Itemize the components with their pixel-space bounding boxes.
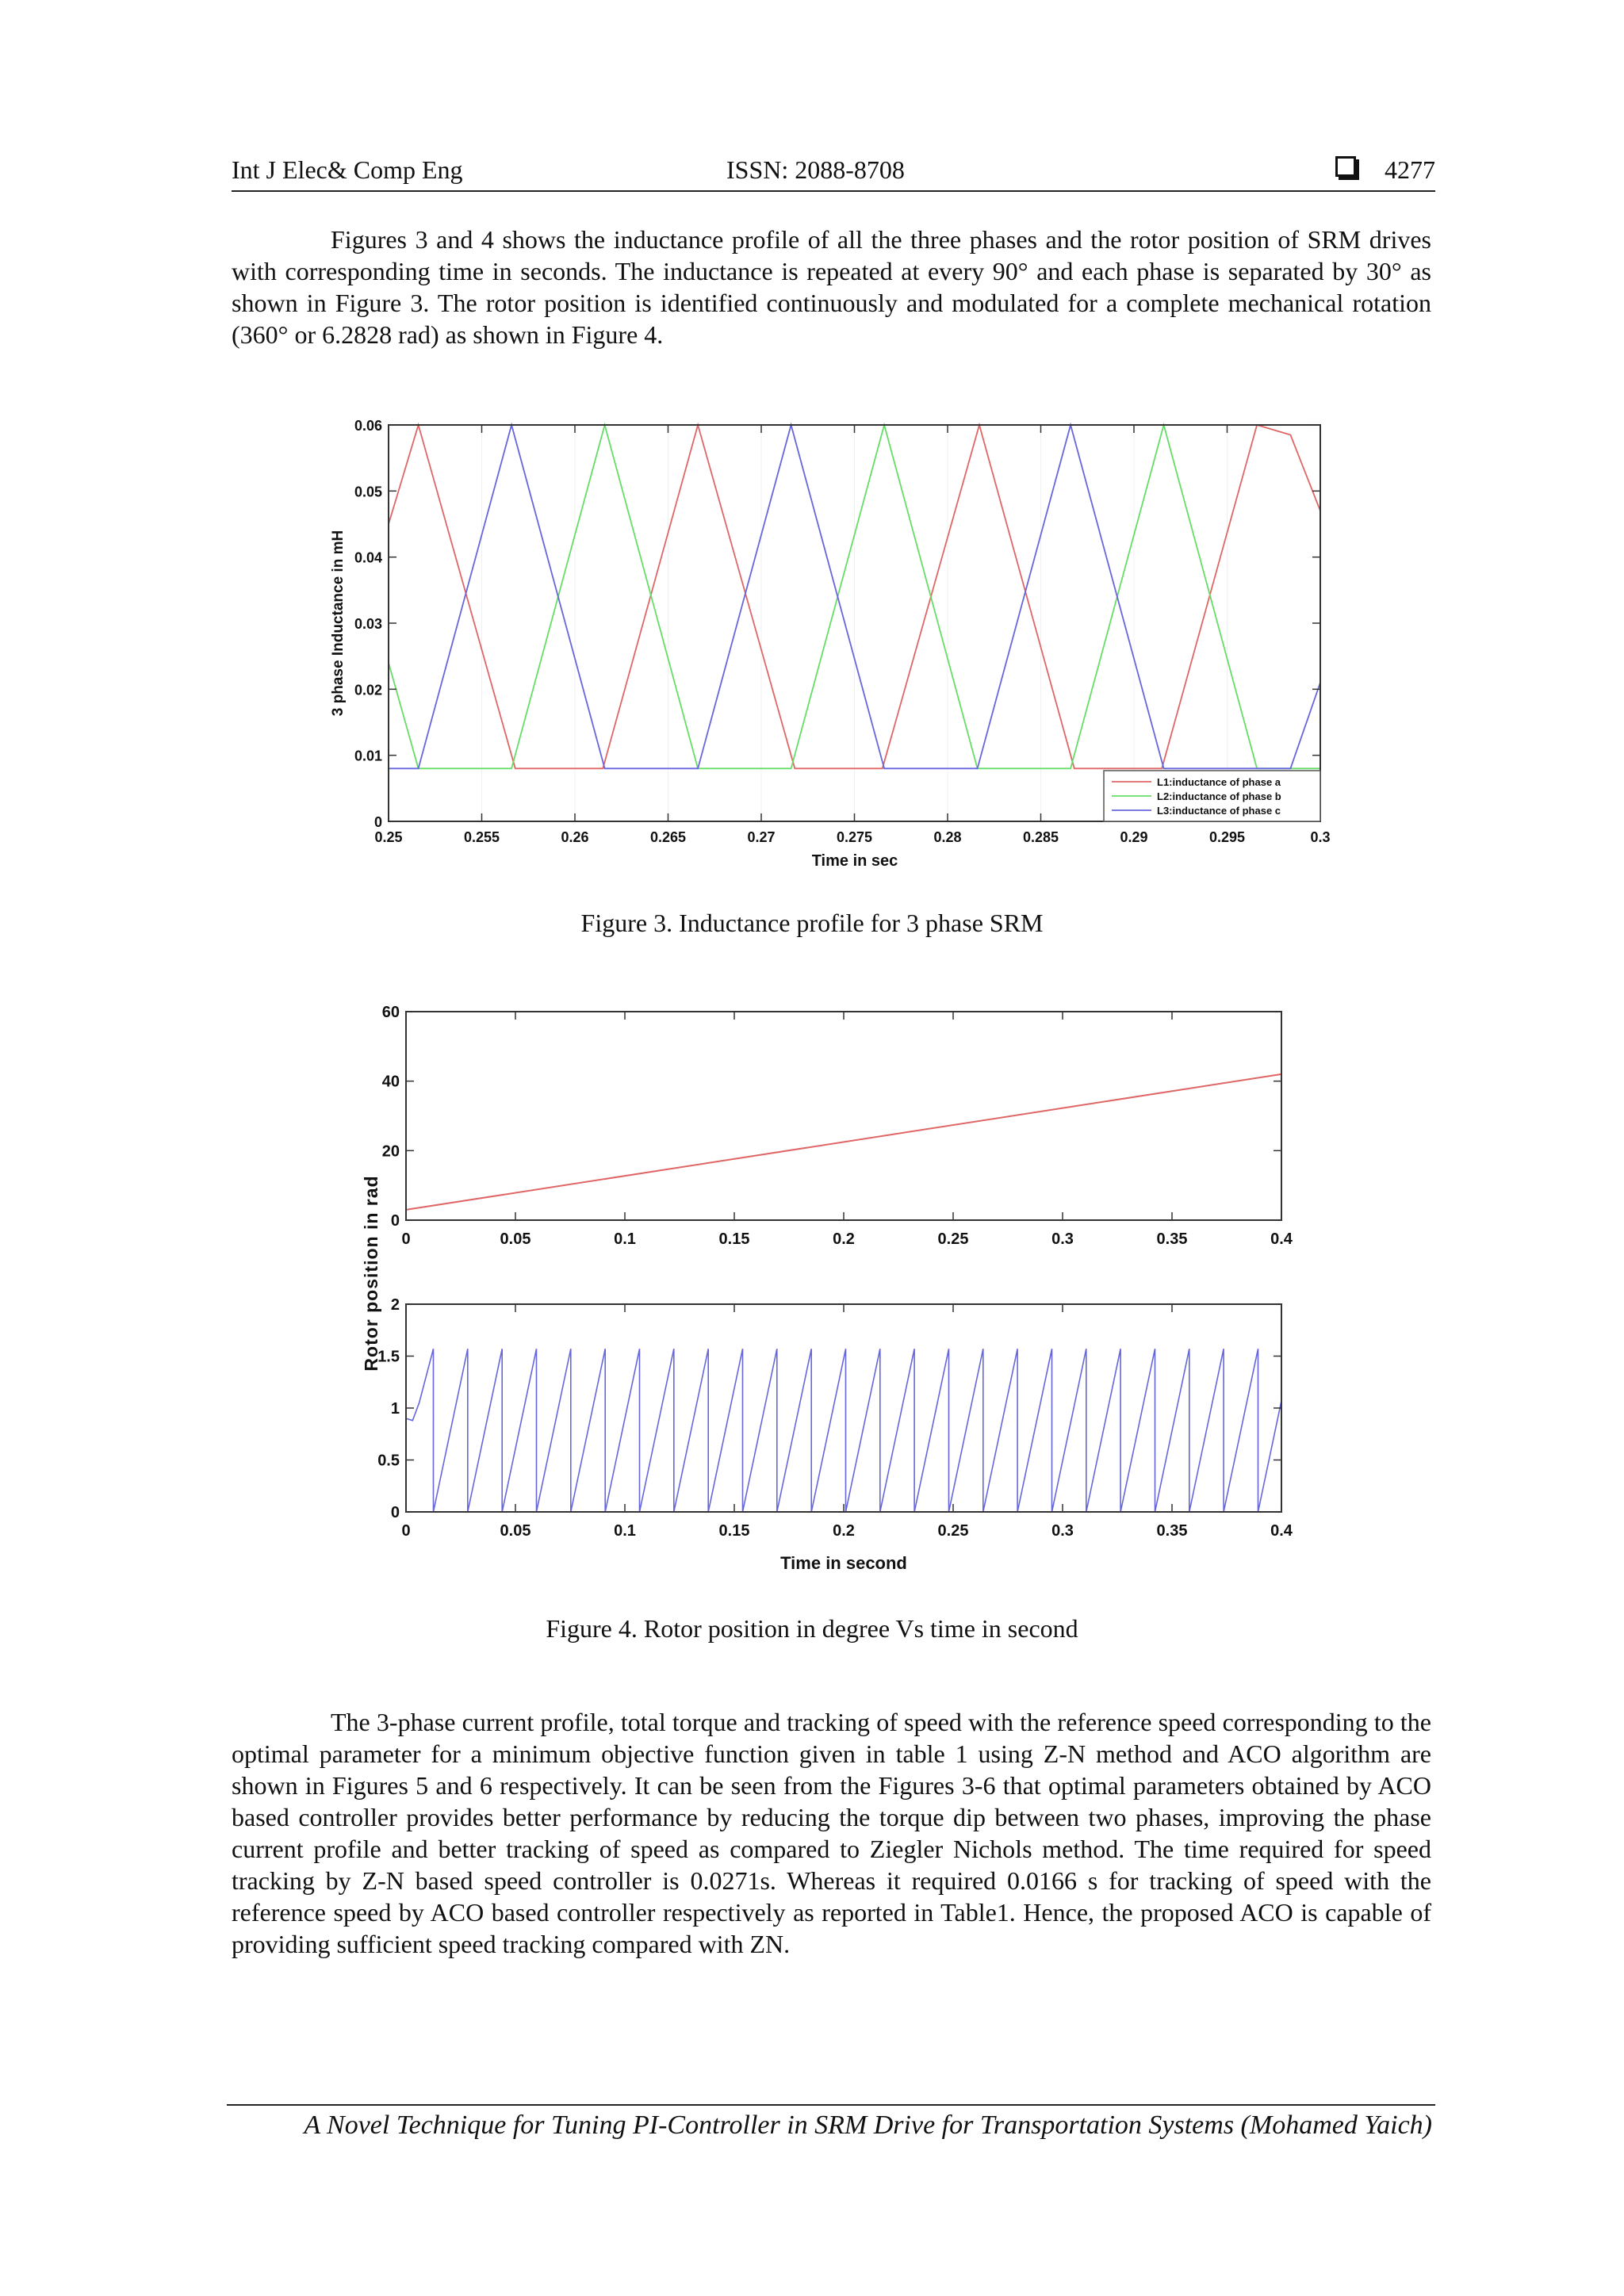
legend-label-3: L3:inductance of phase c — [1157, 805, 1281, 817]
x-tick-label: 0.25 — [937, 1230, 969, 1248]
y-tick-label: 1 — [390, 1400, 400, 1418]
y-tick-label: 60 — [381, 1004, 400, 1021]
legend-label-2: L2:inductance of phase b — [1157, 790, 1281, 802]
x-tick-label: 0.275 — [836, 829, 873, 845]
x-tick-label: 0.29 — [1120, 829, 1148, 845]
y-tick-label: 0.02 — [354, 682, 382, 698]
x-tick-label: 0.255 — [463, 829, 500, 845]
figure-4-x-label: Time in second — [780, 1553, 907, 1573]
y-tick-label: 0.05 — [354, 484, 382, 500]
paragraph-2: The 3-phase current profile, total torque and tracking of speed with the reference speed corresponding to the optimal parameter for a minimum objective function given in table 1 using Z-N method and ACO algorithm are shown in Figures 5 and 6 respectively. It can be seen from the Figures 3-6 that optimal parameters obtained by ACO based controller provides better performance by reducing the torque dip between two phases, improving the phase current profile and better tracking of speed as compared to Ziegler Nichols method. The time required for speed tracking by Z-N based speed controller is 0.0271s. Whereas it required 0.0166 s for tracking of speed with the reference speed by ACO based controller respectively as reported in Table1. Hence, the proposed ACO is capable of providing sufficient speed tracking compared with ZN. — [232, 1708, 1431, 1958]
figure-4-bottom-series — [406, 1349, 1281, 1512]
page-number: 4277 — [1385, 155, 1435, 184]
x-tick-label: 0 — [401, 1230, 411, 1248]
x-tick-label: 0.05 — [500, 1522, 531, 1540]
x-tick-label: 0.265 — [649, 829, 687, 845]
x-tick-label: 0.25 — [937, 1522, 969, 1540]
figure-4-bottom-axes-box — [406, 1304, 1281, 1512]
x-tick-label: 0.05 — [500, 1230, 531, 1248]
y-tick-label: 0.01 — [354, 748, 382, 764]
y-tick-label: 0 — [373, 814, 382, 830]
x-tick-label: 0.15 — [718, 1230, 750, 1248]
x-tick-label: 0.35 — [1156, 1230, 1188, 1248]
page-number-group — [1335, 155, 1435, 185]
x-tick-label: 0.28 — [933, 829, 962, 845]
figure-3-x-label: Time in sec — [811, 852, 898, 870]
x-tick-label: 0.3 — [1051, 1230, 1074, 1248]
rotor-position-line — [406, 1074, 1281, 1210]
journal-name: Int J Elec& Comp Eng — [232, 155, 463, 184]
x-tick-label: 0.1 — [614, 1522, 636, 1540]
x-tick-label: 0.295 — [1208, 829, 1246, 845]
issn: ISSN: 2088-8708 — [726, 155, 905, 184]
y-tick-label: 0 — [390, 1212, 400, 1230]
figure-4-caption: Figure 4. Rotor position in degree Vs time in second — [546, 1614, 1078, 1643]
x-tick-label: 0.15 — [718, 1522, 750, 1540]
figure-4-chart — [0, 991, 1624, 1586]
paragraph-1: Figures 3 and 4 shows the inductance profile of all the three phases and the rotor position of SRM drives with corresponding time in seconds. The inductance is repeated at every 90° and each phase is separated by 30° as shown in Figure 3. The rotor position is identified continuously and modulated for a complete mechanical rotation (360° or 6.2828 rad) as shown in Figure 4. — [232, 225, 1431, 349]
x-tick-label: 0.1 — [614, 1230, 636, 1248]
x-tick-label: 0.25 — [374, 829, 403, 845]
y-tick-label: 0.04 — [354, 549, 382, 566]
x-tick-label: 0.35 — [1156, 1522, 1188, 1540]
x-tick-label: 0.4 — [1270, 1230, 1293, 1248]
y-tick-label: 2 — [390, 1296, 400, 1314]
x-tick-label: 0.3 — [1310, 829, 1331, 845]
x-tick-label: 0 — [401, 1522, 411, 1540]
x-tick-label: 0.2 — [833, 1230, 855, 1248]
y-tick-label: 0.5 — [377, 1452, 400, 1470]
x-tick-label: 0.285 — [1022, 829, 1059, 845]
page-header — [232, 155, 1435, 192]
y-tick-label: 1.5 — [377, 1348, 400, 1366]
figure-3-caption: Figure 3. Inductance profile for 3 phase SRM — [580, 909, 1044, 937]
figure-4-y-label: Rotor position in rad — [361, 1175, 381, 1372]
figure-4-top-ticks — [382, 1004, 1293, 1248]
y-tick-label: 0.06 — [354, 418, 382, 434]
figure-3-legend — [1104, 771, 1320, 821]
square-bullet-icon — [1335, 156, 1356, 177]
modulated-position-sawtooth — [406, 1349, 1281, 1512]
figure-3-y-label: 3 phase Inductance in mH — [330, 530, 347, 717]
figure-3-chart — [0, 412, 1624, 888]
figure-4-top-series — [406, 1074, 1281, 1210]
x-tick-label: 0.4 — [1270, 1522, 1293, 1540]
footer-title: A Novel Technique for Tuning PI-Controller in SRM Drive for Transportation Systems (Mohamed Yaich) — [304, 2110, 1432, 2140]
x-tick-label: 0.27 — [747, 829, 776, 845]
x-tick-label: 0.26 — [561, 829, 589, 845]
x-tick-label: 0.3 — [1051, 1522, 1074, 1540]
figure-4-bottom-ticks — [377, 1296, 1293, 1540]
legend-label-1: L1:inductance of phase a — [1157, 776, 1281, 788]
y-tick-label: 0 — [390, 1504, 400, 1521]
y-tick-label: 40 — [381, 1073, 400, 1091]
y-tick-label: 0.03 — [354, 616, 382, 632]
y-tick-label: 20 — [381, 1142, 400, 1161]
x-tick-label: 0.2 — [833, 1522, 855, 1540]
page-footer — [227, 2104, 1435, 2141]
